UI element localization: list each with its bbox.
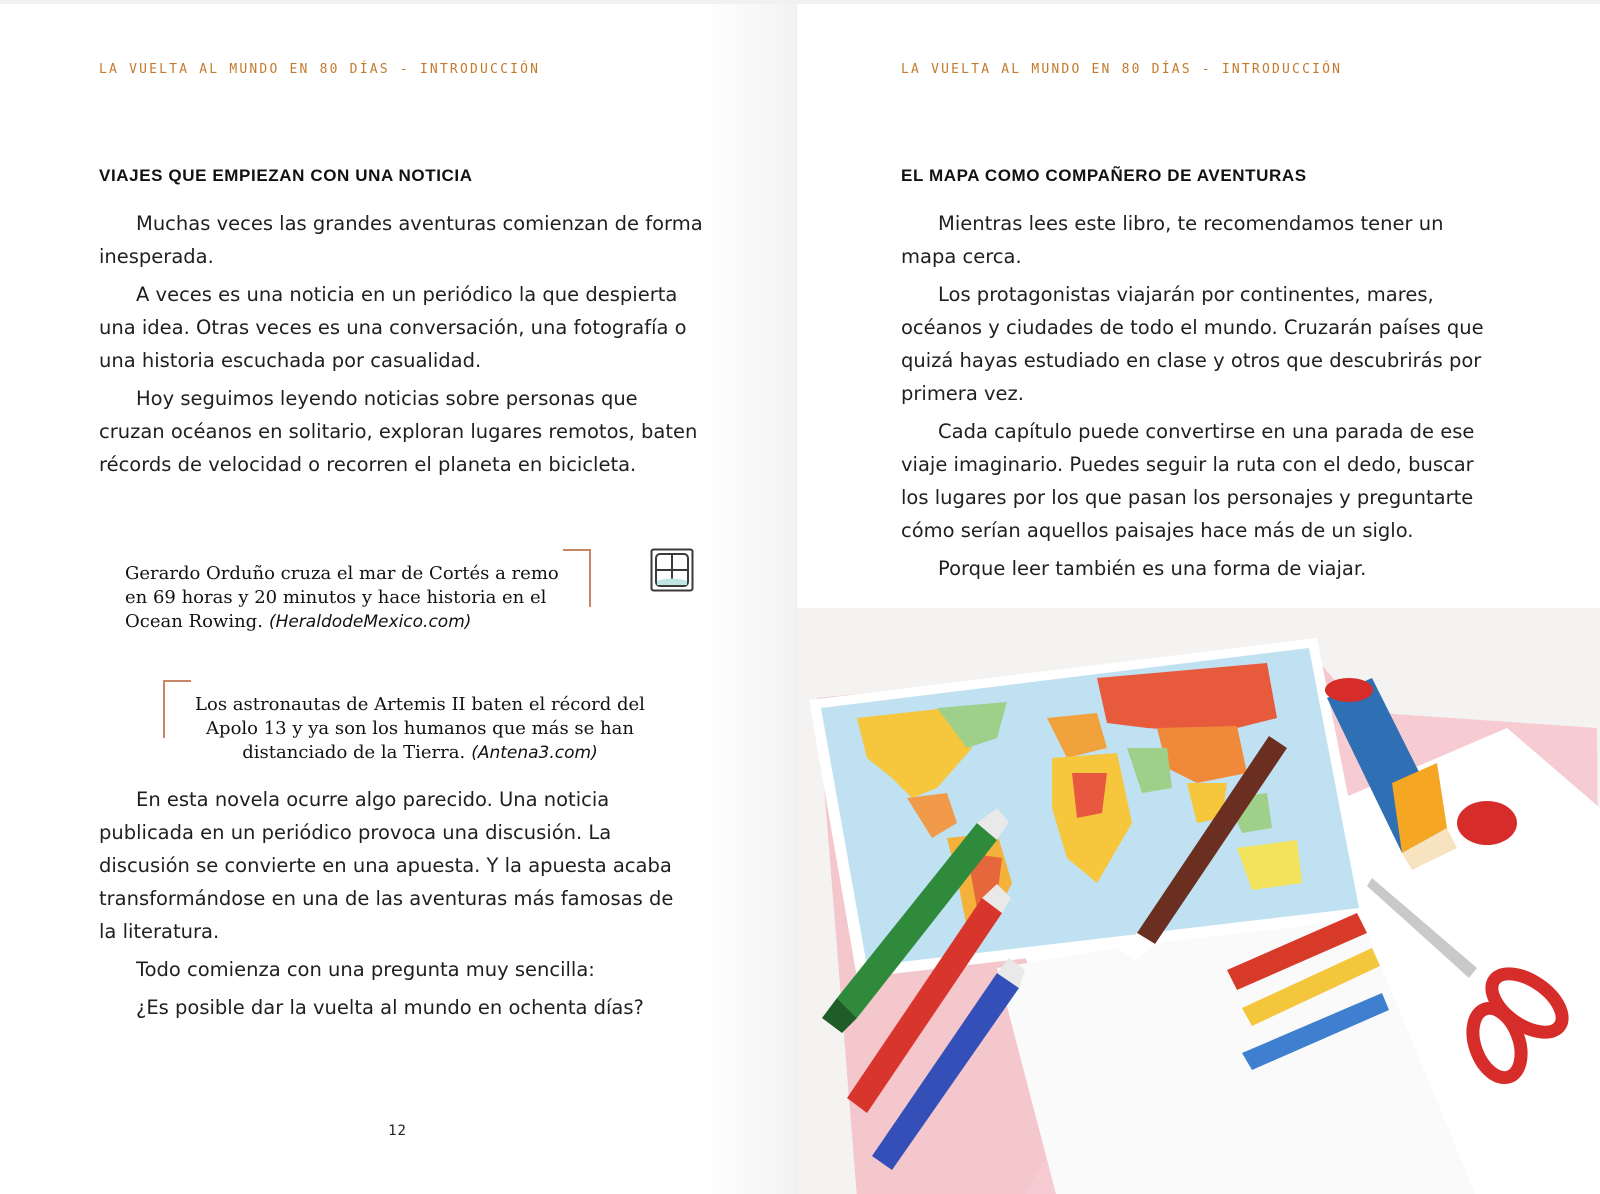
section-title-right: EL MAPA COMO COMPAÑERO DE AVENTURAS [901,166,1307,185]
map-illustration [797,608,1600,1194]
news-quote-1 [125,562,580,634]
quote-source: (HeraldodeMexico.com) [268,612,472,632]
left-page [0,4,795,1194]
closing-paragraphs [99,783,679,1029]
right-page [797,4,1600,1194]
page-number: 12 [388,1123,407,1139]
paragraph: Todo comienza con una pregunta muy sencilla: [136,958,595,981]
paragraph: Porque leer también es una forma de viajar. [938,557,1367,580]
paragraph: ¿Es posible dar la vuelta al mundo en ochenta días? [136,996,644,1019]
paragraph: A veces es una noticia en un periódico la que despierta una idea. Otras veces es una conversación, una fotografía o una historia escuchada por casualidad. [99,283,687,372]
quote-bracket-left [163,680,191,738]
paragraph: Muchas veces las grandes aventuras comienzan de forma inesperada. [99,212,703,268]
paragraph: Los protagonistas viajarán por continentes, mares, océanos y ciudades de todo el mundo. Cruzarán países que quizá hayas estudiado en clase y otros que descubrirás por primera vez. [901,283,1484,405]
paragraph: Mientras lees este libro, te recomendamos tener un mapa cerca. [901,212,1444,268]
section-title-left: VIAJES QUE EMPIEZAN CON UNA NOTICIA [99,166,473,185]
quote-text: Gerardo Orduño cruza el mar de Cortés a remo en 69 horas y 20 minutos y hace historia en el Ocean Rowing. [125,563,559,632]
window-icon [650,548,694,592]
quote-text: Los astronautas de Artemis II baten el récord del Apolo 13 y ya son los humanos que más se han distanciado de la Tierra. [195,694,645,763]
quote-bracket-right [563,549,591,607]
running-head-left: LA VUELTA AL MUNDO EN 80 DÍAS - INTRODUCCIÓN [99,62,541,77]
running-head-right: LA VUELTA AL MUNDO EN 80 DÍAS - INTRODUCCIÓN [901,62,1343,77]
map-photo [797,608,1600,1194]
paragraph: Hoy seguimos leyendo noticias sobre personas que cruzan océanos en solitario, exploran lugares remotos, baten récords de velocidad o recorren el planeta en bicicleta. [99,387,698,476]
paragraph: En esta novela ocurre algo parecido. Una noticia publicada en un periódico provoca una discusión. La discusión se convierte en una apuesta. Y la apuesta acaba transformándose en una de las aventuras más famosas de la literatura. [99,788,674,943]
quote-source: (Antena3.com) [471,743,598,763]
paragraph: Cada capítulo puede convertirse en una parada de ese viaje imaginario. Puedes seguir la ruta con el dedo, buscar los lugares por los que pasan los personajes y preguntarte cómo serían aquellos paisajes hace más de un siglo. [901,420,1475,542]
intro-paragraphs [99,207,709,486]
news-quote-2 [195,693,645,765]
map-paragraphs [901,207,1501,590]
